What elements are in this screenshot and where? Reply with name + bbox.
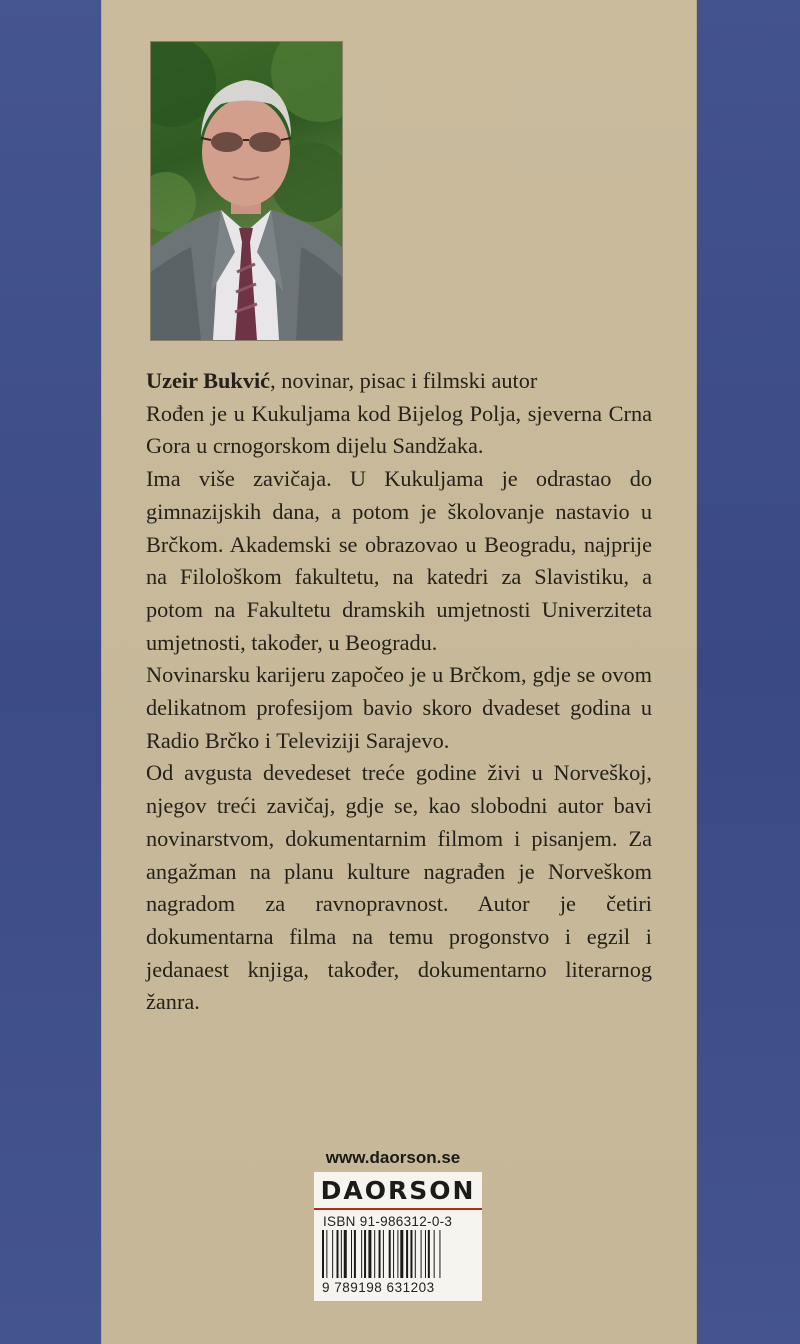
author-photo — [150, 41, 343, 341]
isbn-barcode-box — [314, 1172, 482, 1301]
publisher-logo — [314, 1172, 482, 1210]
author-portrait-image — [151, 42, 342, 340]
bio-paragraph-career: Novinarsku karijeru započeo je u Brčkom, gdje se ovom delikatnom profesijom bavio skoro dvadeset godina u Radio Brčko i Televiziji Sarajevo. — [146, 662, 652, 753]
ean-number: 9 789198 631203 — [322, 1280, 435, 1295]
barcode-image — [322, 1230, 474, 1278]
isbn-number: ISBN 91-986312-0-3 — [323, 1214, 453, 1229]
bio-paragraph-education: Ima više zavičaja. U Kukuljama je odrastao do gimnazijskih dana, a potom je školovanje nastavio u Brčkom. Akademski se obrazovao u Beogradu, najprije na Filološkom fakultetu, na katedri za Slavistiku, a potom na Fakultetu dramskih umjetnosti Univerziteta umjetnosti, također, u Beogradu. — [146, 466, 652, 655]
author-name: Uzeir Bukvić — [146, 368, 271, 393]
publisher-logo-text: DAORSON — [320, 1175, 476, 1205]
bio-paragraph-birth: Rođen je u Kukuljama kod Bijelog Polja, sjeverna Crna Gora u crnogorskom dijelu Sandžaka. — [146, 400, 652, 459]
bio-paragraph-norway: Od avgusta devedeset treće godine živi u Norveškoj, njegov treći zavičaj, gdje se, kao slobodni autor bavi novinarstvom, dokumentarnim filmom i pisanjem. Za angažman na planu kulture nagrađen je Norveškom nagradom za ravnopravnost. Autor je četiri dokumentarna filma na temu progonstvo i egzil i jedanaest knjiga, također, dokumentarno literarnog žanra. — [146, 760, 652, 1015]
center-panel — [101, 0, 697, 1344]
publisher-website: www.daorson.se — [325, 1148, 461, 1167]
right-blue-band — [697, 0, 800, 1344]
author-roles: , novinar, pisac i filmski autor — [270, 368, 538, 393]
author-biography — [146, 365, 652, 1019]
bio-intro — [146, 365, 652, 398]
left-blue-band — [0, 0, 101, 1344]
